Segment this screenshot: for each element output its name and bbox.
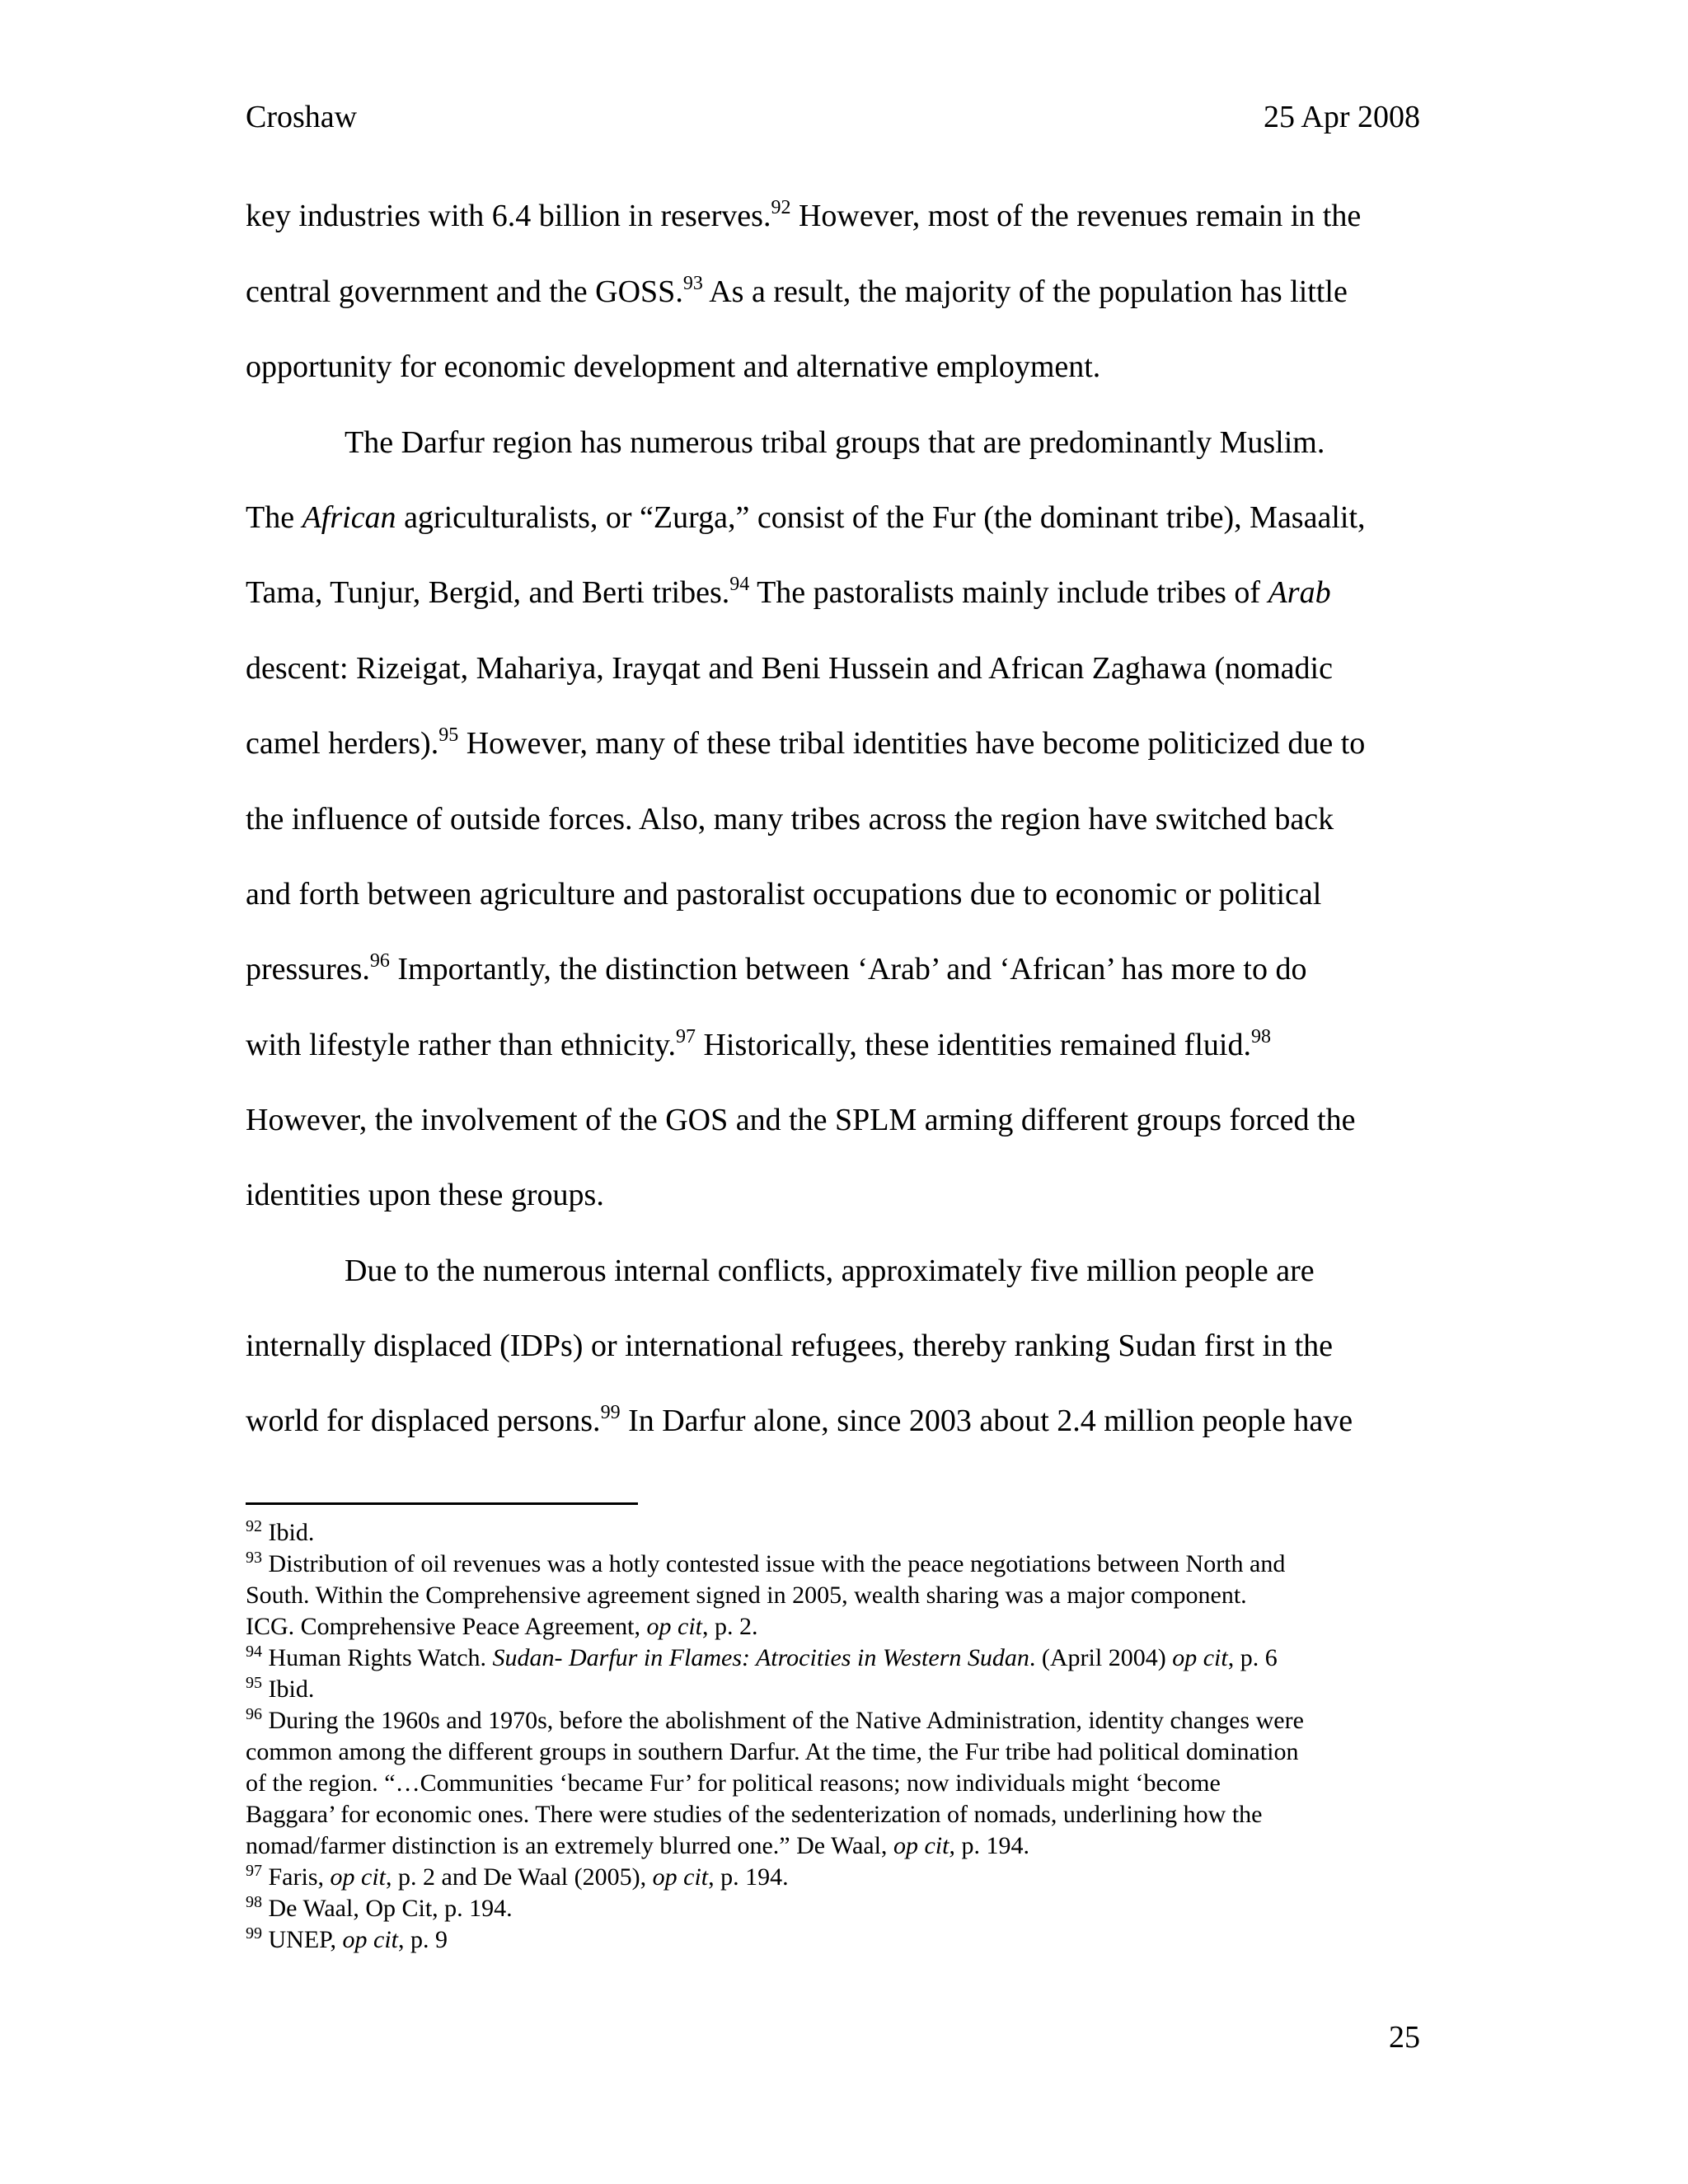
footnote [246, 1705, 1304, 1736]
text-run: Tama, Tunjur, Bergid, and Berti tribes. [246, 575, 730, 610]
footnote-line: common among the different groups in southern Darfur. At the time, the Fur tribe had political domination [246, 1738, 1299, 1765]
text-run: Distribution of oil revenues was a hotly contested issue with the peace negotiations between North and [262, 1550, 1286, 1577]
text-run: The pastoralists mainly include tribes of [749, 575, 1268, 610]
body-line: opportunity for economic development and alternative employment. [246, 349, 1101, 384]
italic-term: op cit [330, 1863, 386, 1891]
footnote-number: 93 [246, 1549, 262, 1567]
footnote [246, 1893, 513, 1924]
footnote-line: Baggara’ for economic ones. There were studies of the sedenterization of nomads, underlining how the [246, 1801, 1263, 1828]
footnote-ref: 96 [369, 950, 390, 972]
italic-term: op cit [652, 1863, 709, 1891]
text-run: agriculturalists, or “Zurga,” consist of the Fur (the dominant tribe), Masaalit, [396, 500, 1366, 535]
body-line: descent: Rizeigat, Mahariya, Irayqat and Beni Hussein and African Zaghawa (nomadic [246, 651, 1333, 686]
footnote-number: 99 [246, 1924, 262, 1943]
text-run: key industries with 6.4 billion in reserves. [246, 199, 771, 233]
text-run: In Darfur alone, since 2003 about 2.4 million people have [620, 1404, 1353, 1438]
italic-term: Arab [1268, 575, 1331, 610]
text-run: , p. 6 [1227, 1644, 1278, 1671]
body-line [246, 196, 1361, 236]
paragraph-first-line: The Darfur region has numerous tribal groups that are predominantly Muslim. [345, 425, 1325, 460]
text-run: However, many of these tribal identities have become politicized due to [458, 726, 1366, 761]
running-header-date: 25 Apr 2008 [1264, 100, 1420, 134]
text-run: central government and the GOSS. [246, 274, 683, 309]
footnote-ref: 97 [675, 1026, 696, 1047]
text-run: . (April 2004) [1029, 1644, 1173, 1671]
text-run: world for displaced persons. [246, 1404, 601, 1438]
text-run: Importantly, the distinction between ‘Arab’ and ‘African’ has more to do [389, 952, 1307, 987]
text-run: The [246, 500, 302, 535]
footnote-number: 97 [246, 1862, 262, 1880]
text-run: However, most of the revenues remain in the [790, 199, 1362, 233]
paragraph-first-line: Due to the numerous internal conflicts, approximately five million people are [345, 1254, 1315, 1288]
footnote [246, 1862, 789, 1892]
body-line [246, 1025, 1271, 1065]
text-run: Faris, [262, 1863, 331, 1891]
body-line [246, 573, 1331, 612]
text-run: Ibid. [262, 1519, 315, 1546]
footnote-line [246, 1830, 1029, 1861]
body-line [246, 724, 1365, 763]
footnote [246, 1517, 314, 1548]
text-run: Historically, these identities remained fluid. [695, 1028, 1251, 1062]
body-line: internally displaced (IDPs) or international refugees, thereby ranking Sudan first in the [246, 1329, 1334, 1363]
footnote-ref: 95 [438, 724, 459, 746]
footnote-number: 92 [246, 1517, 262, 1535]
footnote [246, 1643, 1278, 1673]
text-run: UNEP, [262, 1926, 343, 1953]
body-line [246, 272, 1348, 312]
italic-term: op cit [646, 1613, 703, 1640]
text-run: , p. 194. [708, 1863, 789, 1891]
footnote-ref: 94 [729, 574, 750, 595]
footnote [246, 1674, 314, 1704]
text-run: , p. 2. [702, 1613, 758, 1640]
footnote-number: 96 [246, 1705, 262, 1723]
footnote-ref: 92 [771, 197, 791, 218]
footnote-ref: 99 [600, 1402, 621, 1423]
text-run: nomad/farmer distinction is an extremely blurred one.” De Waal, [246, 1832, 893, 1859]
body-line [246, 1401, 1353, 1441]
body-line: identities upon these groups. [246, 1178, 604, 1212]
footnote-number: 98 [246, 1893, 262, 1911]
italic-term: op cit [1172, 1644, 1228, 1671]
footnote [246, 1924, 448, 1955]
footnote [246, 1549, 1285, 1579]
text-run: camel herders). [246, 726, 439, 761]
footnote-ref: 93 [682, 273, 703, 294]
body-line [246, 498, 1366, 537]
page-number: 25 [1389, 2020, 1420, 2055]
footnote-ref: 98 [1250, 1026, 1271, 1047]
footnote-line: South. Within the Comprehensive agreement signed in 2005, wealth sharing was a major component. [246, 1582, 1247, 1609]
text-run: Ibid. [262, 1675, 315, 1703]
text-run: Human Rights Watch. [262, 1644, 493, 1671]
text-run: , p. 2 and De Waal (2005), [386, 1863, 653, 1891]
body-line: the influence of outside forces. Also, many tribes across the region have switched back [246, 802, 1334, 837]
italic-term: op cit, [893, 1832, 955, 1859]
text-run: p. 194. [954, 1832, 1029, 1859]
running-header-author: Croshaw [246, 100, 358, 134]
text-run: During the 1960s and 1970s, before the abolishment of the Native Administration, identity changes were [262, 1707, 1304, 1734]
italic-term: African [302, 500, 396, 535]
italic-title: Sudan- Darfur in Flames: Atrocities in Western Sudan [492, 1644, 1029, 1671]
footnote-line [246, 1611, 758, 1642]
italic-term: op cit [342, 1926, 399, 1953]
text-run: with lifestyle rather than ethnicity. [246, 1028, 676, 1062]
text-run: , p. 9 [398, 1926, 448, 1953]
body-line: and forth between agriculture and pastoralist occupations due to economic or political [246, 877, 1322, 912]
footnote-line: of the region. “…Communities ‘became Fur’ for political reasons; now individuals might ‘become [246, 1769, 1221, 1797]
text-run: ICG. Comprehensive Peace Agreement, [246, 1613, 647, 1640]
body-line [246, 949, 1306, 989]
text-run: As a result, the majority of the population has little [702, 274, 1348, 309]
footnote-number: 95 [246, 1674, 262, 1692]
footnote-number: 94 [246, 1643, 262, 1661]
text-run: De Waal, Op Cit, p. 194. [262, 1895, 513, 1922]
text-run: pressures. [246, 952, 370, 987]
footnote-separator [246, 1502, 638, 1505]
body-line: However, the involvement of the GOS and the SPLM arming different groups forced the [246, 1103, 1356, 1137]
